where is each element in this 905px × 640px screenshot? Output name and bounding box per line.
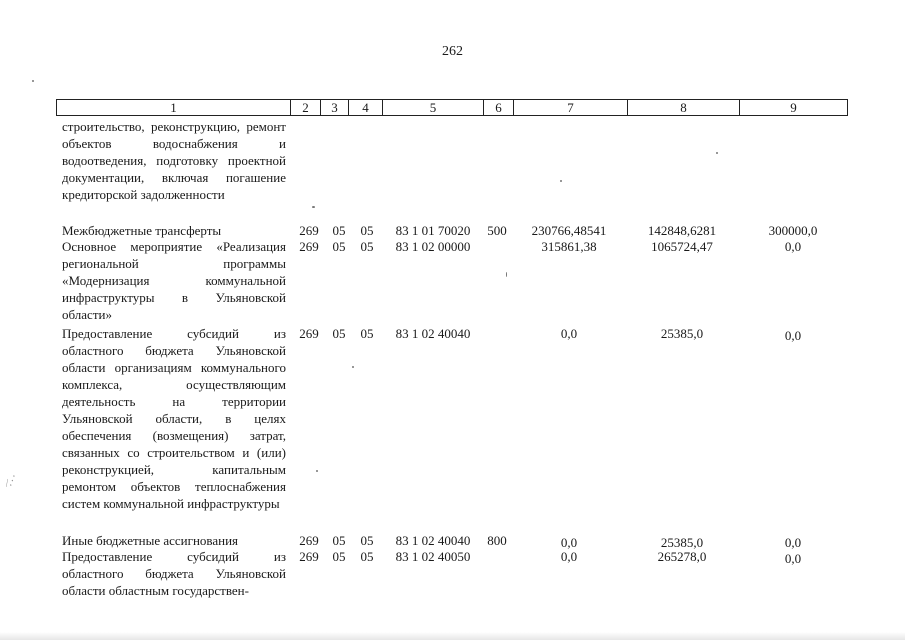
row-description: строительство, реконструкцию, ремонт объектов водоснабжения и водоотведения, подготовку проектной документации, включая погашение кредиторской задолженности — [62, 119, 286, 202]
row-description: Межбюджетные трансферты — [62, 223, 222, 238]
cell-target-article: 83 1 02 40040 — [395, 326, 471, 341]
column-header-7: 7 — [513, 100, 627, 115]
row-description: Основное мероприятие «Реализация региональной программы «Модернизация коммунальной инфраструктуры в Ульяновской области» — [62, 239, 286, 322]
scan-speck — [32, 80, 34, 82]
cell-section: 05 — [332, 239, 346, 254]
column-header-5: 5 — [382, 100, 483, 115]
cell-subsection: 05 — [360, 549, 374, 564]
cell-target-article: 83 1 02 40040 — [395, 533, 471, 548]
cell-amount-col7: 315861,38 — [541, 239, 597, 254]
cell-amount-col8: 25385,0 — [660, 326, 704, 341]
cell-ministry-code: 269 — [299, 326, 319, 341]
cell-ministry-code: 269 — [299, 223, 319, 238]
cell-amount-col8: 1065724,47 — [651, 239, 713, 254]
cell-amount-col8: 25385,0 — [660, 535, 704, 550]
cell-expense-type: 800 — [487, 533, 507, 548]
cell-amount-col7: 230766,48541 — [531, 223, 607, 238]
cell-amount-col9: 0,0 — [784, 239, 802, 254]
cell-target-article: 83 1 01 70020 — [395, 223, 471, 238]
cell-amount-col7: 0,0 — [560, 549, 578, 564]
cell-subsection: 05 — [360, 326, 374, 341]
scan-speck — [316, 470, 318, 472]
cell-section: 05 — [332, 549, 346, 564]
cell-amount-col9: 0,0 — [784, 328, 802, 343]
cell-target-article: 83 1 02 00000 — [395, 239, 471, 254]
cell-section: 05 — [332, 223, 346, 238]
column-header-4: 4 — [348, 100, 382, 115]
column-header-2: 2 — [290, 100, 320, 115]
column-header-1: 1 — [170, 100, 177, 115]
cell-amount-col7: 0,0 — [560, 326, 578, 341]
row-description: Предоставление субсидий из областного бюджета Ульяновской области организациям коммунального комплекса, осуществляющим деятельность на территории Ульяновской области, в целях обеспечения (возмещения) затрат, связанных со строительством и (или) реконструкцией, капитальным ремонтом объектов теплоснабжения систем коммунальной инфраструктуры — [62, 326, 286, 511]
cell-subsection: 05 — [360, 533, 374, 548]
cell-amount-col8: 265278,0 — [657, 549, 707, 564]
cell-amount-col9: 300000,0 — [768, 223, 818, 238]
scan-speck — [312, 206, 315, 208]
cell-subsection: 05 — [360, 239, 374, 254]
column-header-8: 8 — [627, 100, 739, 115]
cell-ministry-code: 269 — [299, 549, 319, 564]
scan-bottom-edge — [0, 632, 905, 640]
scan-speck — [506, 272, 507, 277]
column-header-6: 6 — [483, 100, 513, 115]
cell-amount-col9: 0,0 — [784, 535, 802, 550]
cell-amount-col9: 0,0 — [784, 551, 802, 566]
row-description: Предоставление субсидий из областного бюджета Ульяновской области областным государствен- — [62, 549, 286, 598]
page-number: 262 — [442, 44, 463, 59]
margin-scribble: ⁄⋰ — [4, 474, 20, 489]
cell-ministry-code: 269 — [299, 533, 319, 548]
column-header-3: 3 — [320, 100, 348, 115]
cell-subsection: 05 — [360, 223, 374, 238]
scan-speck — [716, 152, 718, 154]
scan-speck — [560, 180, 562, 182]
table-header-row — [56, 99, 848, 116]
column-header-9: 9 — [739, 100, 847, 115]
row-description: Иные бюджетные ассигнования — [62, 533, 239, 548]
cell-expense-type: 500 — [487, 223, 507, 238]
cell-section: 05 — [332, 326, 346, 341]
cell-amount-col7: 0,0 — [560, 535, 578, 550]
scan-speck — [352, 366, 354, 368]
cell-section: 05 — [332, 533, 346, 548]
cell-target-article: 83 1 02 40050 — [395, 549, 471, 564]
cell-amount-col8: 142848,6281 — [647, 223, 717, 238]
cell-ministry-code: 269 — [299, 239, 319, 254]
